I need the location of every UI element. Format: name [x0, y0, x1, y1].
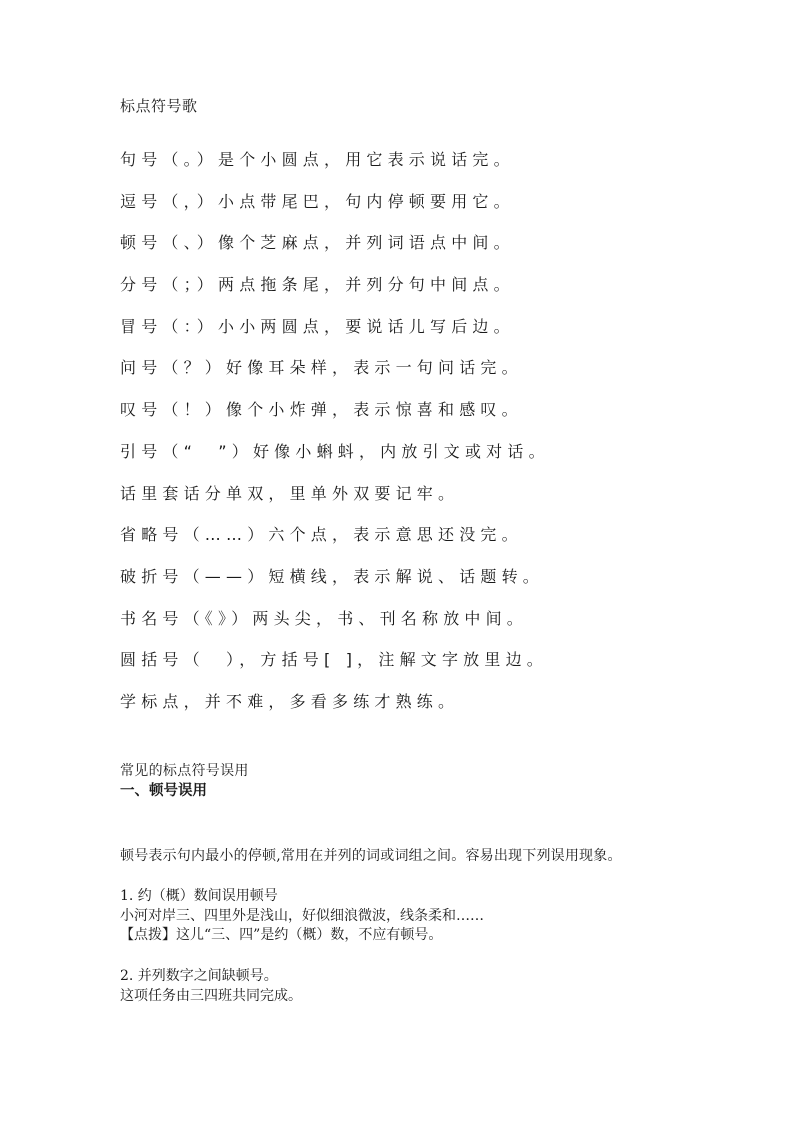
song-line: 话里套话分单双，里单外双要记牢。: [120, 483, 460, 503]
song-line: 学标点，并不难，多看多练才熟练。: [120, 691, 460, 711]
section-intro: 顿号表示句内最小的停顿,常用在并列的词或词组之间。容易出现下列误用现象。: [120, 848, 622, 864]
example-item-hint: 【点拨】这儿“三、四”是约（概）数，不应有顿号。: [120, 927, 443, 943]
song-line: 逗号（，）小点带尾巴，句内停顿要用它。: [120, 191, 515, 211]
song-line: 省略号（……）六个点，表示意思还没完。: [120, 525, 523, 545]
example-item-text: 小河对岸三、四里外是浅山，好似细浪微波，线条柔和……: [120, 907, 484, 924]
song-line: 圆括号（ ），方括号[ ]，注解文字放里边。: [120, 650, 548, 670]
song-line: 冒号（：）小小两圆点，要说话儿写后边。: [120, 316, 515, 336]
song-title: 标点符号歌: [120, 97, 198, 115]
article-subtitle: 常见的标点符号误用: [120, 763, 249, 779]
song-line: 分号（；）两点拖条尾，并列分句中间点。: [120, 275, 515, 295]
song-lines: [120, 146, 760, 730]
example-item-title: 2. 并列数字之间缺顿号。: [120, 968, 278, 984]
song-line: 破折号（——）短横线，表示解说、话题转。: [120, 566, 545, 586]
section-heading: 一、顿号误用: [120, 783, 207, 799]
song-line: 句号（。）是个小圆点，用它表示说话完。: [120, 150, 515, 169]
example-item-title: 1. 约（概）数间误用顿号: [120, 888, 278, 904]
song-line: 叹号（！）像个小炸弹，表示惊喜和感叹。: [120, 400, 523, 420]
example-item: [120, 887, 484, 946]
song-line: 问号（？）好像耳朵样，表示一句问话完。: [120, 358, 523, 378]
song-line: 书名号（《》）两头尖，书、刊名称放中间。: [120, 608, 529, 628]
example-item-text: 这项任务由三四班共同完成。: [120, 987, 302, 1004]
song-line: 引号（“ ”）好像小蝌蚪，内放引文或对话。: [120, 441, 550, 461]
example-item: [120, 967, 302, 1006]
song-line: 顿号（、）像个芝麻点，并列词语点中间。: [120, 233, 515, 253]
